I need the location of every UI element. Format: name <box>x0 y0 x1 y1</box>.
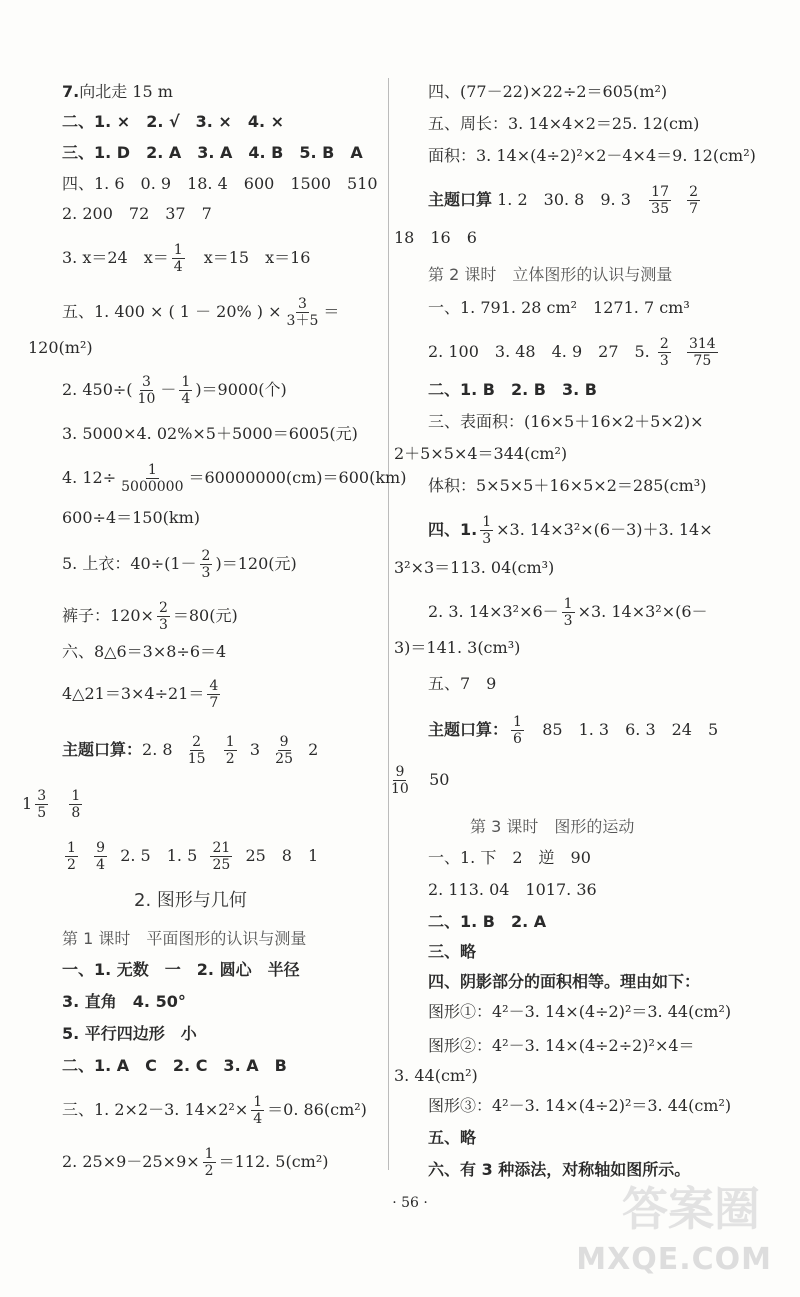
watermark-logo-text: 答案圈 <box>622 1182 760 1236</box>
fraction: $\frac{2}{15}$ <box>187 734 206 767</box>
lesson-heading: 第 1 课时 平面图形的认识与测量 <box>62 929 307 948</box>
answer-line: 四、1. 6 0. 9 18. 4 600 1500 510 <box>62 174 378 193</box>
fraction: $\frac{1}{4}$ <box>173 242 183 275</box>
fraction: $\frac{1}{8}$ <box>71 788 81 821</box>
fraction: $\frac{1}{4}$ <box>253 1094 263 1127</box>
fraction: $\frac{2}{3}$ <box>659 336 669 369</box>
answer-line: 3. x＝24 x＝ $\frac{1}{4}$ x＝15 x＝16 <box>62 242 311 275</box>
fraction: $\frac{9}{25}$ <box>275 734 293 767</box>
answer-line: 2. 25×9－25×9× $\frac{1}{2}$ ＝112. 5(cm²) <box>62 1146 329 1179</box>
answer-line: 五、1. 400 × ( 1 － 20% ) × $\frac{3}{3+5}$ ＝ <box>62 296 340 329</box>
answer-line: 五、7 9 <box>428 674 497 693</box>
fraction: $\frac{2}{3}$ <box>201 548 211 581</box>
fraction: $\frac{1}{2}$ <box>204 1146 214 1179</box>
answer-line: 2. 100 3. 48 4. 9 27 5. $\frac{2}{3}$ $\frac{314}{75}$ <box>428 336 716 369</box>
answer-line: 三、表面积：(16×5＋16×2＋5×2)× <box>428 412 704 431</box>
answer-line: 三、1. D 2. A 3. A 4. B 5. B A <box>62 143 363 162</box>
fraction: $\frac{9}{4}$ <box>96 840 106 873</box>
fraction: $\frac{1}{2}$ <box>67 840 76 873</box>
fraction: $\frac{2}{7}$ <box>689 184 699 217</box>
answer-line: 三、略 <box>428 942 477 961</box>
fraction: $\frac{314}{75}$ <box>688 336 716 369</box>
fraction: $\frac{2}{3}$ <box>158 600 168 633</box>
fraction: $\frac{21}{25}$ <box>212 840 231 873</box>
fraction: $\frac{1}{6}$ <box>513 714 522 747</box>
fraction: $\frac{1}{4}$ <box>181 374 191 407</box>
fraction: $\frac{3}{5}$ <box>37 788 47 821</box>
answer-line: 18 16 6 <box>394 228 477 247</box>
answer-line: 2. 200 72 37 7 <box>62 204 212 223</box>
answer-line: 600÷4＝150(km) <box>62 508 201 527</box>
fraction: $\frac{1}{3}$ <box>482 514 492 547</box>
answer-line: 4. 12÷ $\frac{1}{5000000}$ ＝60000000(cm)＝600(km) <box>62 462 407 495</box>
page-number: · 56 · <box>392 1195 428 1211</box>
fraction: $\frac{3}{3+5}$ <box>286 296 319 329</box>
answer-line: 六、8△6＝3×8÷6＝4 <box>62 642 227 661</box>
section-title: 2. 图形与几何 <box>134 890 247 911</box>
answer-line: 3)＝141. 3(cm³) <box>394 638 521 657</box>
answer-line: 四、阴影部分的面积相等。理由如下： <box>428 972 701 991</box>
answer-line: 图形②：4²－3. 14×(4÷2÷2)²×4＝ <box>428 1036 695 1055</box>
answer-line: 五、略 <box>428 1128 477 1147</box>
answer-line: 2. 113. 04 1017. 36 <box>428 880 597 899</box>
answer-line: 一、1. 791. 28 cm² 1271. 7 cm³ <box>428 298 690 317</box>
answer-line: 五、周长：3. 14×4×2＝25. 12(cm) <box>428 114 700 133</box>
answer-line: 2. 3. 14×3²×6－ $\frac{1}{3}$ ×3. 14×3²×(6－ <box>428 596 708 629</box>
answer-line: 面积：3. 14×(4÷2)²×2－4×4＝9. 12(cm²) <box>428 146 756 165</box>
watermark-url: MXQE.COM <box>576 1242 772 1277</box>
answer-line: 图形①：4²－3. 14×(4÷2)²＝3. 44(cm²) <box>428 1002 732 1021</box>
fraction: $\frac{17}{35}$ <box>651 184 669 217</box>
answer-line: 1 $\frac{3}{5}$ $\frac{1}{8}$ <box>22 788 81 821</box>
answer-line: 7.向北走 15 m <box>62 82 173 101</box>
answer-line: 图形③：4²－3. 14×(4÷2)²＝3. 44(cm²) <box>428 1096 732 1115</box>
answer-line: 四、(77－22)×22÷2＝605(m²) <box>428 82 668 101</box>
answer-line: 主题口算：2. 8 $\frac{2}{15}$ $\frac{1}{2}$ 3 $\frac{9}{25}$ 2 <box>62 734 319 767</box>
fraction: $\frac{1}{2}$ <box>225 734 235 767</box>
answer-line: 三、1. 2×2－3. 14×2²× $\frac{1}{4}$ ＝0. 86(cm²) <box>62 1094 367 1127</box>
answer-line: $\frac{9}{10}$ 50 <box>391 764 450 797</box>
lesson-heading: 第 3 课时 图形的运动 <box>470 817 635 836</box>
answer-line: 5. 上衣：40÷(1－ $\frac{2}{3}$ )＝120(元) <box>62 548 297 581</box>
answer-line: 5. 平行四边形 小 <box>62 1024 197 1043</box>
answer-line: 主题口算 1. 2 30. 8 9. 3 $\frac{17}{35}$ $\frac{2}{7}$ <box>428 184 699 217</box>
answer-line: 二、1. B 2. A <box>428 912 547 931</box>
lesson-heading: 第 2 课时 立体图形的认识与测量 <box>428 265 673 284</box>
fraction: $\frac{4}{7}$ <box>209 678 219 711</box>
answer-line: 六、有 3 种添法，对称轴如图所示。 <box>428 1160 691 1179</box>
fraction: $\frac{1}{5000000}$ <box>121 462 184 495</box>
answer-line: 裤子：120× $\frac{2}{3}$ ＝80(元) <box>62 600 238 633</box>
answer-line: 2. 450÷( $\frac{3}{10}$ － $\frac{1}{4}$ )＝9000(个) <box>62 374 287 407</box>
answer-line: 二、1. B 2. B 3. B <box>428 380 597 399</box>
answer-line: 3. 44(cm²) <box>394 1066 478 1085</box>
answer-line: 一、1. 下 2 逆 90 <box>428 848 591 867</box>
column-divider <box>388 78 389 1170</box>
fraction: $\frac{3}{10}$ <box>137 374 156 407</box>
answer-line: 四、1. $\frac{1}{3}$ ×3. 14×3²×(6－3)＋3. 14× <box>428 514 713 547</box>
fraction: $\frac{1}{3}$ <box>563 596 573 629</box>
answer-line: 120(m²) <box>28 338 93 357</box>
answer-line: 3²×3＝113. 04(cm³) <box>394 558 555 577</box>
answer-line: 二、1. × 2. √ 3. × 4. × <box>62 112 285 131</box>
answer-line: 体积：5×5×5＋16×5×2＝285(cm³) <box>428 476 707 495</box>
answer-line: 一、1. 无数 一 2. 圆心 半径 <box>62 960 300 979</box>
answer-line: 3. 直角 4. 50° <box>62 992 186 1011</box>
answer-line: 主题口算： $\frac{1}{6}$ 85 1. 3 6. 3 24 5 <box>428 714 719 747</box>
answer-line: 2＋5×5×4＝344(cm²) <box>394 444 568 463</box>
answer-line: 4△21＝3×4÷21＝ $\frac{4}{7}$ <box>62 678 219 711</box>
answer-line: $\frac{1}{2}$ $\frac{9}{4}$ 2. 5 1. 5 $\frac{21}{25}$ 25 8 1 <box>67 840 319 873</box>
fraction: $\frac{9}{10}$ <box>391 764 409 797</box>
answer-line: 3. 5000×4. 02%×5＋5000＝6005(元) <box>62 424 358 443</box>
answer-line: 二、1. A C 2. C 3. A B <box>62 1056 287 1075</box>
